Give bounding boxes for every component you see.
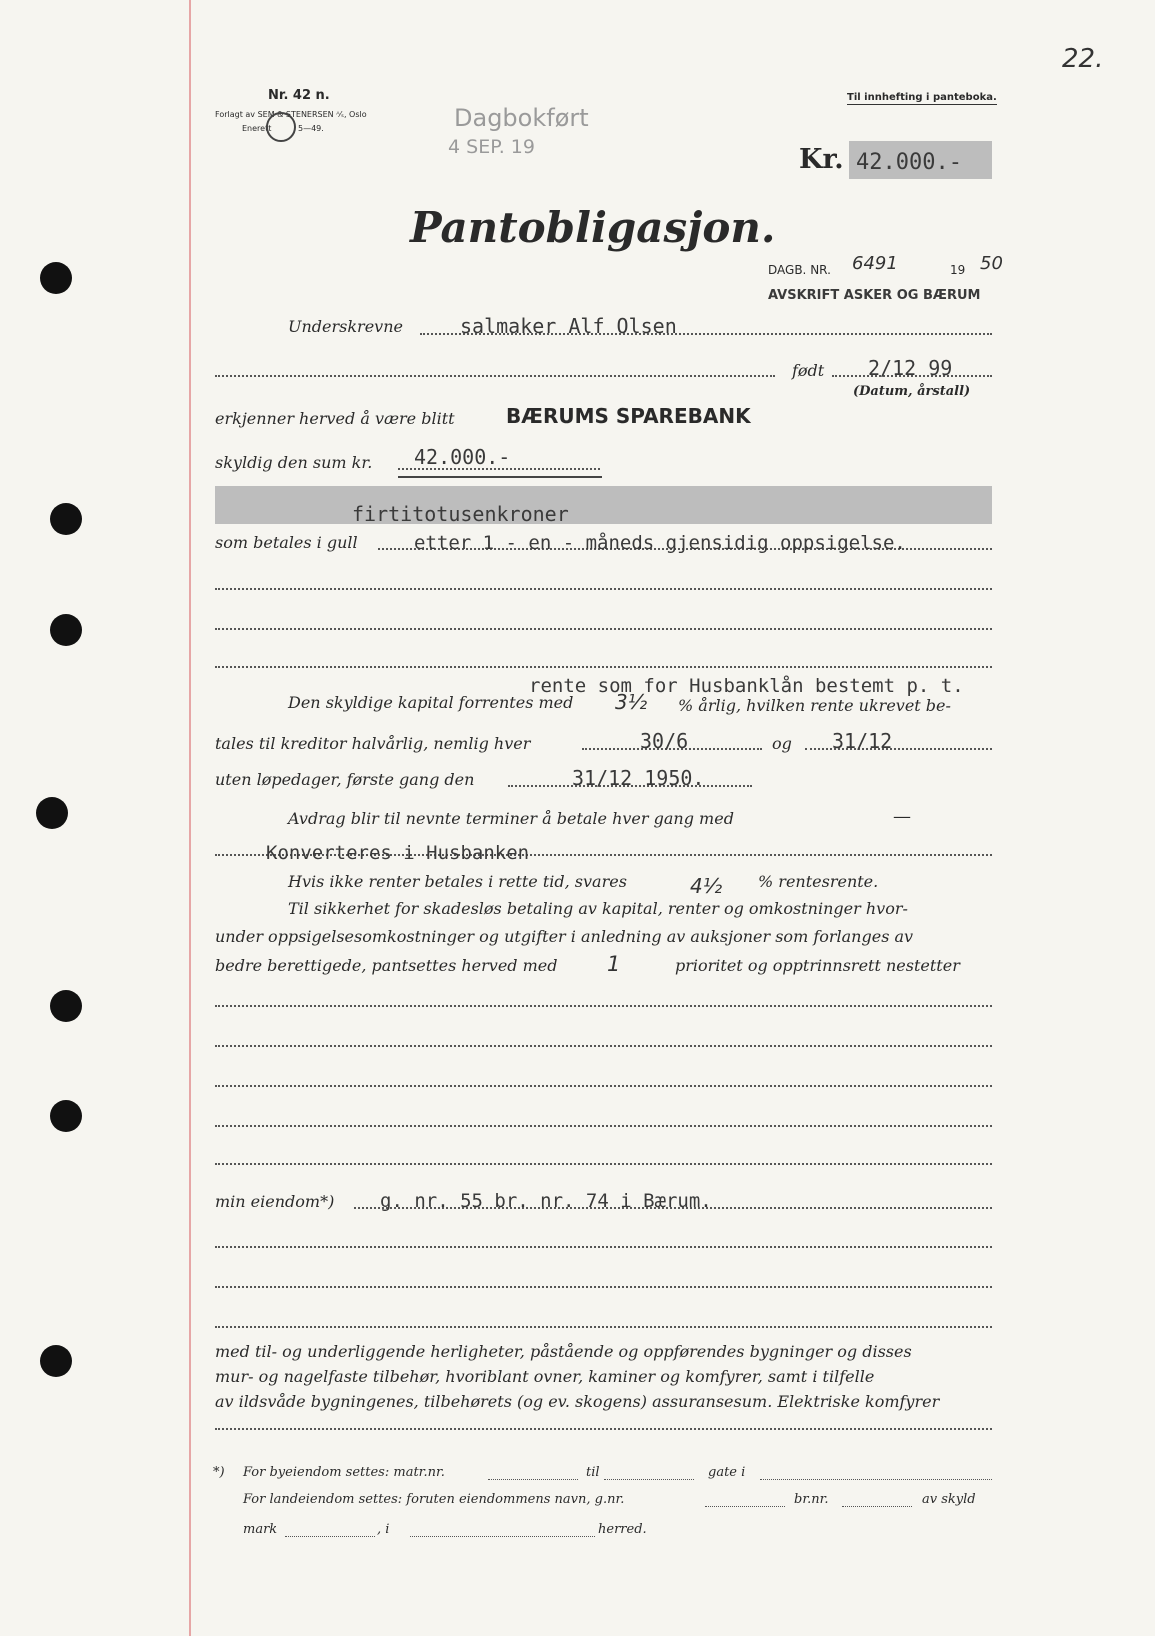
interest-line2-a: tales til kreditor halvårlig, nemlig hver <box>215 734 531 753</box>
footnote-mark-a: mark <box>243 1522 278 1537</box>
red-margin-line <box>189 0 191 1636</box>
footnote-line <box>604 1479 694 1480</box>
form-number: Nr. 42 n. <box>268 88 330 103</box>
undersigned-value: salmaker Alf Olsen <box>460 314 677 338</box>
page-title: Pantobligasjon. <box>410 203 776 252</box>
first-time-label: uten løpedager, første gang den <box>215 770 475 789</box>
installment-value: — <box>893 806 911 827</box>
footnote-line <box>760 1479 992 1480</box>
footnote-line <box>285 1536 375 1537</box>
blank-line <box>215 1286 992 1288</box>
installment-label: Avdrag blir til nevnte terminer å betale hver gang med <box>288 809 734 828</box>
kr-label: Kr. <box>799 144 844 175</box>
penalty-b: % rentesrente. <box>758 872 879 891</box>
blank-line <box>215 1428 992 1430</box>
punch-hole-icon <box>50 990 82 1022</box>
interest-line1-a: Den skyldige kapital forrentes med <box>288 693 574 712</box>
footnote-city-a: For byeiendom settes: matr.nr. <box>243 1465 445 1480</box>
footnote-rural-c: av skyld <box>922 1492 976 1507</box>
footnote-mark-c: herred. <box>598 1522 647 1537</box>
footnote-line <box>410 1536 595 1537</box>
footnote-city-b: til <box>586 1465 600 1480</box>
appurtenance-line1: med til- og underliggende herligheter, påstående og oppførendes bygninger og disses <box>215 1342 912 1361</box>
dagb-number: 6491 <box>852 253 898 274</box>
appurtenance-line2: mur- og nagelfaste tilbehør, hvoriblant ovner, kaminer og komfyrer, samt i tilfelle <box>215 1367 875 1386</box>
footnote-city-c: gate i <box>708 1465 746 1480</box>
owes-underline <box>398 476 602 478</box>
blank-line <box>215 1125 992 1127</box>
footnote-rural-a: For landeiendom settes: foruten eiendommens navn, g.nr. <box>243 1492 625 1507</box>
amount-words-band <box>215 486 992 524</box>
security-line1: Til sikkerhet for skadesløs betaling av kapital, renter og omkostninger hvor- <box>288 899 908 918</box>
dagb-year-prefix: 19 <box>950 263 966 277</box>
owes-label: skyldig den sum kr. <box>215 453 373 472</box>
interest-note: rente som for Husbanklån bestemt p. t. <box>529 675 964 697</box>
penalty-a: Hvis ikke renter betales i rette tid, svares <box>288 872 627 891</box>
creditor-name: BÆRUMS SPAREBANK <box>506 404 751 428</box>
dagbokfort-date: 4 SEP. 19 <box>448 136 535 158</box>
blank-line <box>215 1085 992 1087</box>
priority-value: 1 <box>607 952 621 976</box>
interest-date1: 30/6 <box>640 729 689 753</box>
name-continuation-line <box>215 375 775 377</box>
punch-hole-icon <box>50 503 82 535</box>
interest-rate: 3½ <box>615 690 648 714</box>
footnote-mark-b: , i <box>377 1522 390 1537</box>
blank-line <box>215 588 992 590</box>
security-line3-b: prioritet og opptrinnsrett nestetter <box>675 956 960 975</box>
header-note: Til innhefting i panteboka. <box>847 92 997 103</box>
undersigned-label: Underskrevne <box>288 317 403 336</box>
dagbokfort-stamp: Dagbokført <box>454 104 589 132</box>
page-number: 22. <box>1062 44 1104 74</box>
copy-stamp: AVSKRIFT ASKER OG BÆRUM <box>768 288 981 303</box>
property-value: g. nr. 55 br. nr. 74 i Bærum. <box>380 1190 712 1212</box>
born-hint: (Datum, årstall) <box>853 384 971 399</box>
blank-line <box>215 1246 992 1248</box>
punch-hole-icon <box>50 614 82 646</box>
dagb-label: DAGB. NR. <box>768 263 831 277</box>
penalty-rate: 4½ <box>690 874 723 898</box>
blank-line <box>215 1326 992 1328</box>
born-label: født <box>792 361 825 380</box>
punch-hole-icon <box>40 1345 72 1377</box>
interest-date2: 31/12 <box>832 729 893 753</box>
punch-hole-icon <box>40 262 72 294</box>
publisher-logo-icon <box>266 112 296 142</box>
born-value: 2/12 99 <box>868 356 953 380</box>
payable-label: som betales i gull <box>215 533 358 552</box>
blank-line <box>215 1005 992 1007</box>
security-line3-a: bedre berettigede, pantsettes herved med <box>215 956 558 975</box>
dagb-year: 50 <box>980 253 1003 274</box>
owes-value: 42.000.- <box>414 445 511 469</box>
publisher-enerett: Enerett <box>242 124 272 133</box>
appurtenance-line3: av ildsvåde bygningenes, tilbehørets (og ev. skogens) assuransesum. Elektriske komfyrer <box>215 1392 940 1411</box>
footnote-line <box>488 1479 578 1480</box>
punch-hole-icon <box>36 797 68 829</box>
publisher-line: Forlagt av SEM & STENERSEN ᴬ⁄ₛ, Oslo <box>215 110 367 119</box>
property-label: min eiendom*) <box>215 1192 335 1211</box>
footnote-marker: *) <box>213 1465 225 1480</box>
blank-line <box>215 628 992 630</box>
kr-amount: 42.000.- <box>856 150 962 175</box>
interest-and: og <box>772 734 792 753</box>
amount-words: firtitotusenkroner <box>352 502 569 526</box>
footnote-line <box>705 1506 785 1507</box>
blank-line <box>215 1163 992 1165</box>
interest-line1-b: % årlig, hvilken rente ukrevet be- <box>678 696 951 715</box>
blank-line <box>215 666 992 668</box>
publisher-date: 5—49. <box>298 124 324 133</box>
payable-value: etter 1 - en - måneds gjensidig oppsigelse. <box>414 532 906 554</box>
convert-note: Konverteres i Husbanken <box>266 842 530 864</box>
blank-line <box>215 1045 992 1047</box>
security-line2: under oppsigelsesomkostninger og utgifter i anledning av auksjoner som forlanges av <box>215 927 914 946</box>
footnote-line <box>842 1506 912 1507</box>
first-time-value: 31/12 1950. <box>572 766 705 790</box>
footnote-rural-b: br.nr. <box>794 1492 829 1507</box>
punch-hole-icon <box>50 1100 82 1132</box>
acknowledges-label: erkjenner herved å være blitt <box>215 409 455 428</box>
